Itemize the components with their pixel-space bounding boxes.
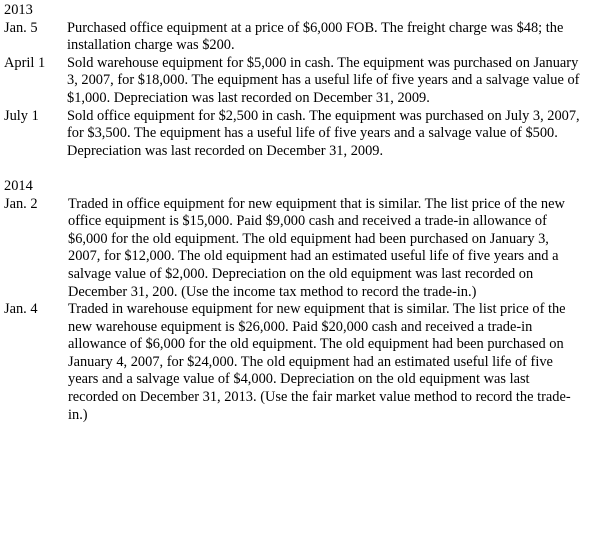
entry-description: Traded in warehouse equipment for new equipment that is similar. The list price of the new warehouse equipment is $26,000. Paid $20,000 cash and received a trade-in allowance of $6,000 for the old equipment. The old equipment had been purchased on January 4, 2007, for $24,000. The old equipment had an estimated useful life of five years and a salvage value of $4,000. Depreciation on the old equipment was last recorded on December 31, 2013. (Use the fair market value method to record the trade-in.) (68, 301, 571, 423)
transaction-entry (4, 301, 589, 424)
year-section-2014 (4, 178, 589, 424)
entry-date: July 1 (4, 107, 39, 124)
entry-description: Sold office equipment for $2,500 in cash. The equipment was purchased on July 3, 2007, for $3,500. The equipment has a useful life of five years and a salvage value of $500. Depreciation was last recorded on December 31, 2009. (67, 107, 580, 159)
entry-date: Jan. 2 (4, 195, 38, 212)
entry-description: Sold warehouse equipment for $5,000 in cash. The equipment was purchased on January 3, 2007, for $18,000. The equipment has a useful life of five years and a salvage value of $1,000. Depreciation was last recorded on December 31, 2009. (67, 54, 580, 106)
transaction-entry (4, 196, 589, 302)
entry-date: April 1 (4, 54, 46, 71)
entry-description: Traded in office equipment for new equipment that is similar. The list price of the new office equipment is $15,000. Paid $9,000 cash and received a trade-in allowance of $6,000 for the old equipment. The old equipment had been purchased on January 3, 2007, for $12,000. The old equipment had an estimated useful life of five years and a salvage value of $2,000. Depreciation on the old equipment was last recorded on December 31, 200. (Use the income tax method to record the trade-in.) (68, 195, 565, 300)
entry-description: Purchased office equipment at a price of $6,000 FOB. The freight charge was $48; the installation charge was $200. (67, 19, 564, 54)
entry-date: Jan. 4 (4, 301, 38, 318)
year-section-2013 (4, 2, 589, 160)
transaction-entry (4, 108, 589, 161)
year-heading: 2013 (4, 2, 33, 18)
section-spacer (4, 160, 589, 178)
year-heading: 2014 (4, 177, 33, 194)
transaction-entry (4, 20, 589, 55)
entry-date: Jan. 5 (4, 19, 38, 36)
transaction-entry (4, 55, 589, 108)
